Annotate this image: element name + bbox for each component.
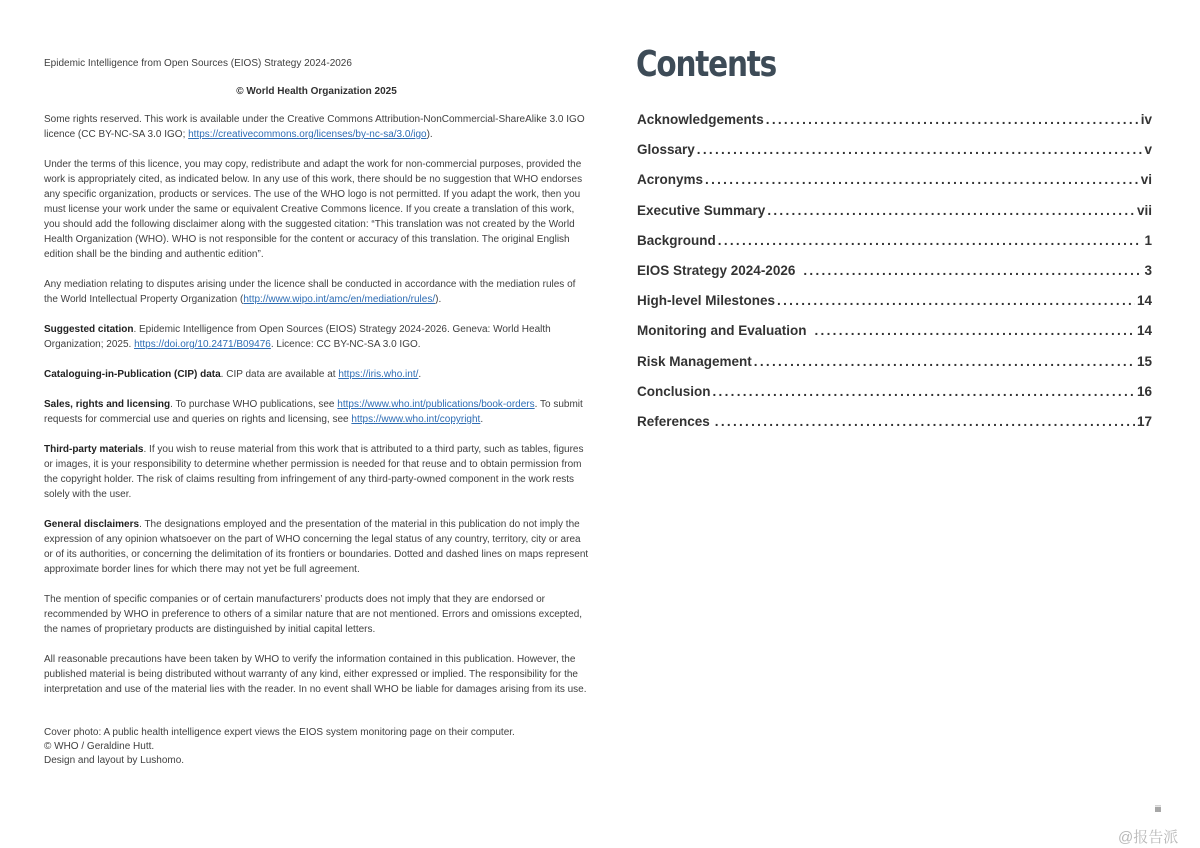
- toc-leader: [777, 293, 1135, 308]
- sales-mid: . To submit requests for commercial use and queries on rights and licensing, see: [44, 399, 583, 425]
- sales-paragraph: [44, 397, 589, 427]
- cip-paragraph: [44, 367, 589, 382]
- toc-leader: [697, 142, 1143, 157]
- toc-item[interactable]: [637, 293, 1152, 323]
- toc-label: References: [637, 413, 710, 429]
- contents-title: Contents: [636, 44, 776, 85]
- cover-credits: [44, 726, 589, 768]
- toc-item[interactable]: [637, 233, 1152, 263]
- toc-page: 15: [1136, 353, 1152, 369]
- toc-page: vii: [1136, 202, 1152, 218]
- toc-label: Glossary: [637, 142, 695, 158]
- disclaimers-paragraph: [44, 517, 589, 577]
- sales-label: Sales, rights and licensing: [44, 399, 171, 410]
- licence-link[interactable]: https://creativecommons.org/licenses/by-nc-sa/3.0/igo: [188, 129, 427, 140]
- toc-label: EIOS Strategy 2024-2026: [637, 262, 796, 278]
- sales-text: . To purchase WHO publications, see: [170, 399, 338, 410]
- rights-text: Some rights reserved. This work is available under the Creative Commons Attribution-NonCommercial-ShareAlike 3.0 IGO licence (CC BY-NC-SA 3.0 IGO;: [44, 114, 585, 140]
- toc-page: 16: [1136, 383, 1152, 399]
- cip-end: .: [418, 369, 422, 380]
- cip-label: Cataloguing-in-Publication (CIP) data: [44, 369, 221, 380]
- toc-item[interactable]: [637, 112, 1152, 142]
- third-party-text: . If you wish to reuse material from this work that is attributed to a third party, such as tables, figures or images, it is your responsibility to determine whether permission is needed for that reuse and to obtain permission from the copyright holder. The risk of claims resulting from infringement of any third-party-owned component in the work rests solely with the user.: [44, 444, 584, 500]
- toc-item[interactable]: [637, 323, 1152, 353]
- toc-label: Background: [637, 232, 716, 248]
- toc-label: Acronyms: [637, 172, 704, 188]
- toc-page: 17: [1136, 413, 1152, 429]
- citation-paragraph: [44, 322, 589, 352]
- toc-page: 14: [1136, 323, 1152, 339]
- rights-end: ).: [426, 129, 433, 140]
- iris-link[interactable]: https://iris.who.int/: [338, 369, 419, 380]
- toc-item[interactable]: [637, 354, 1152, 384]
- toc-label: Conclusion: [637, 383, 711, 399]
- toc-page: 1: [1144, 232, 1152, 248]
- toc-label: Executive Summary: [637, 202, 766, 218]
- third-party-paragraph: [44, 442, 589, 502]
- toc-page: vi: [1140, 172, 1152, 188]
- toc-leader: [715, 414, 1135, 429]
- precautions-paragraph: All reasonable precautions have been taken by WHO to verify the information contained in this publication. However, the published material is being distributed without warranty of any kind, either expressed or implied. The responsibility for the interpretation and use of the material lies with the reader. In no event shall WHO be liable for damages arising from its use.: [44, 654, 587, 695]
- toc-label: Acknowledgements: [637, 112, 764, 127]
- toc-item[interactable]: [637, 384, 1152, 414]
- toc-leader: [713, 384, 1135, 399]
- toc-page: v: [1144, 142, 1152, 158]
- toc-leader: [815, 323, 1135, 338]
- toc-label: High-level Milestones: [637, 293, 776, 309]
- citation-label: Suggested citation: [44, 324, 134, 335]
- cip-text: . CIP data are available at: [220, 369, 339, 380]
- toc-leader: [767, 203, 1135, 218]
- disclaimers-label: General disclaimers: [44, 519, 140, 530]
- table-of-contents: [637, 112, 1152, 444]
- copyright-notice: © World Health Organization 2025: [236, 86, 397, 97]
- toc-leader: [803, 263, 1142, 278]
- third-party-label: Third-party materials: [44, 444, 144, 455]
- toc-item[interactable]: [637, 142, 1152, 172]
- sales-end: .: [480, 414, 484, 425]
- book-orders-link[interactable]: https://www.who.int/publications/book-orders: [337, 399, 535, 410]
- toc-page: 3: [1144, 262, 1152, 278]
- watermark: @报告派: [1118, 829, 1179, 846]
- photo-credit: © WHO / Geraldine Hutt.: [44, 741, 155, 752]
- citation-text: . Epidemic Intelligence from Open Sources (EIOS) Strategy 2024-2026. Geneva: World Health Organization; 2025.: [44, 324, 551, 350]
- terms-paragraph: Under the terms of this licence, you may copy, redistribute and adapt the work for non-commercial purposes, provided the work is appropriately cited, as indicated below. In any use of this work, there should be no suggestion that WHO endorses any specific organization, products or services. The use of the WHO logo is not permitted. If you adapt the work, then you must license your work under the same or equivalent Creative Commons licence. If you create a translation of this work, you should add the following disclaimer along with the suggested citation: “This translation was not created by the World Health Organization (WHO). WHO is not responsible for the content or accuracy of this translation. The original English edition shall be the binding and authentic edition”.: [44, 159, 583, 260]
- toc-page: iv: [1140, 112, 1152, 127]
- wipo-link[interactable]: http://www.wipo.int/amc/en/mediation/rules/: [243, 294, 436, 305]
- companies-paragraph: The mention of specific companies or of certain manufacturers’ products does not imply that they are endorsed or recommended by WHO in preference to others of a similar nature that are not mentioned. Errors and omissions excepted, the names of proprietary products are distinguished by initial capital letters.: [44, 594, 583, 635]
- toc-leader: [718, 233, 1143, 248]
- mediation-text: Any mediation relating to disputes arising under the licence shall be conducted in accordance with the mediation rules of the World Intellectual Property Organization (: [44, 279, 576, 305]
- toc-leader: [754, 354, 1135, 369]
- toc-item[interactable]: [637, 172, 1152, 202]
- rights-paragraph: [44, 112, 589, 142]
- toc-item[interactable]: [637, 203, 1152, 233]
- document-title: Epidemic Intelligence from Open Sources (EIOS) Strategy 2024-2026: [44, 58, 352, 69]
- legal-page: [44, 56, 589, 768]
- cover-photo-caption: Cover photo: A public health intelligence expert views the EIOS system monitoring page on their computer.: [44, 727, 515, 738]
- toc-leader: [705, 172, 1139, 187]
- toc-label: Risk Management: [637, 353, 752, 369]
- citation-end: . Licence: CC BY-NC-SA 3.0 IGO.: [270, 339, 421, 350]
- mediation-paragraph: [44, 277, 589, 307]
- design-credit: Design and layout by Lushomo.: [44, 755, 185, 766]
- copyright-link[interactable]: https://www.who.int/copyright: [351, 414, 481, 425]
- toc-leader: [766, 112, 1139, 127]
- toc-label: Monitoring and Evaluation: [637, 323, 807, 339]
- mediation-end: ).: [435, 294, 442, 305]
- toc-item[interactable]: [637, 263, 1152, 293]
- doi-link[interactable]: https://doi.org/10.2471/B09476: [134, 339, 271, 350]
- toc-item[interactable]: [637, 414, 1152, 444]
- disclaimers-text: . The designations employed and the presentation of the material in this publication do not imply the expression of any opinion whatsoever on the part of WHO concerning the legal status of any country, territory, city or area or of its authorities, or concerning the delimitation of its frontiers or boundaries. Dotted and dashed lines on maps represent approximate border lines for which there may not yet be full agreement.: [44, 519, 589, 575]
- toc-page: 14: [1136, 293, 1152, 309]
- page-number: iii: [1155, 804, 1161, 814]
